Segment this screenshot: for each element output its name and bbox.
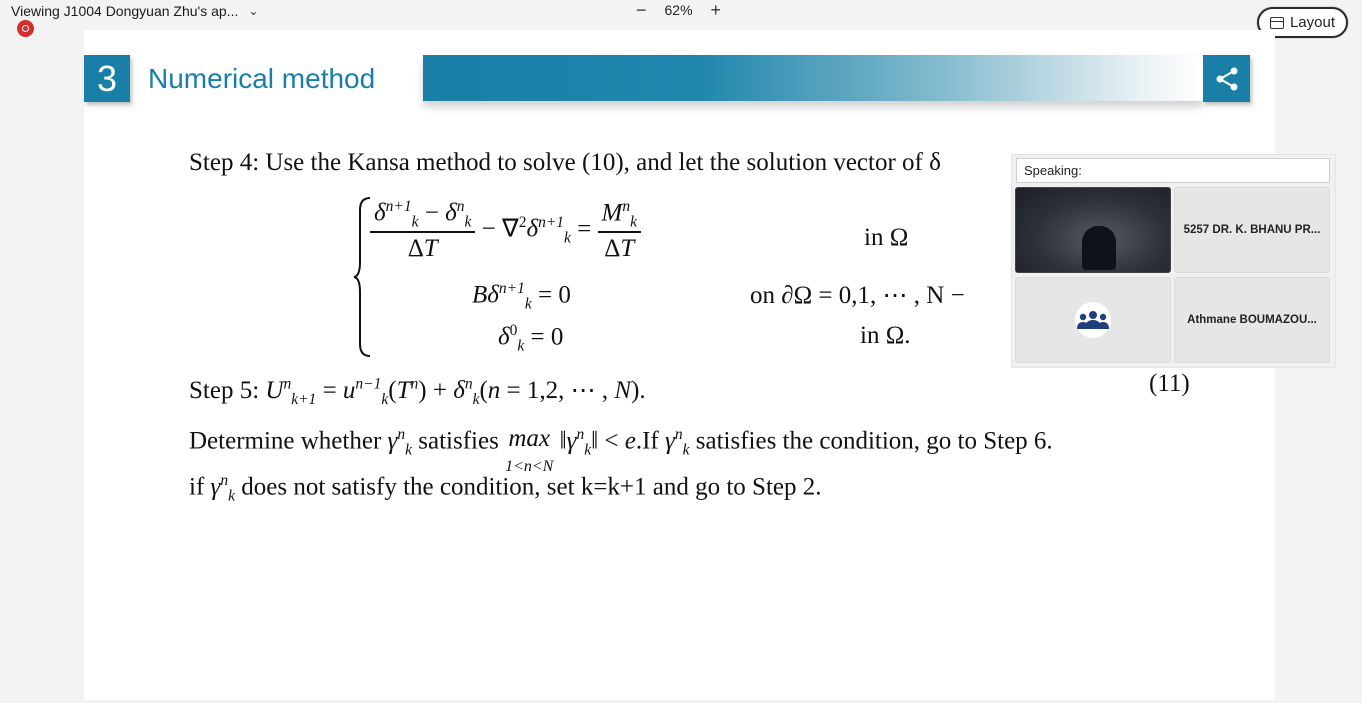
equation-row-2: $B\delta^{n+1}_k = 0$ bbox=[472, 280, 571, 313]
speaking-bar: Speaking: bbox=[1016, 158, 1330, 183]
equation-brace bbox=[352, 196, 372, 358]
step5-line: Step 5: $U^n_{k+1} = u^{n-1}_k(T^n) + \delta^n_k(n = 1,2$, ⋯ , N). bbox=[189, 375, 646, 408]
condition-boundary: on ∂Ω = 0,1, ⋯ , N − bbox=[750, 282, 965, 309]
condition-in-omega: in Ω bbox=[864, 224, 909, 251]
zoom-level: 62% bbox=[664, 2, 693, 18]
participant-name: Athmane BOUMAZOU... bbox=[1187, 314, 1317, 326]
if-text: .If bbox=[635, 427, 659, 455]
condition-text: satisfies the condition, go to Step 6. bbox=[695, 427, 1053, 455]
chevron-down-icon: ⌄ bbox=[248, 4, 259, 18]
video-panel bbox=[1011, 154, 1336, 368]
layout-label: Layout bbox=[1289, 14, 1336, 31]
equation-row-1: $\frac{\delta^{n+1}_k - \delta^n_k}{\Delta T}$ − $\nabla^2\delta^{n+1}_k$ = $\frac{M^n_k}{\Delta T}$ bbox=[370, 198, 641, 263]
layout-icon bbox=[1270, 17, 1284, 29]
equation-row-3: $\delta^0_k = 0$ bbox=[498, 322, 564, 355]
determine-text: Determine whether bbox=[189, 427, 382, 455]
step4-text: Step 4: Use the Kansa method to solve (10), and let the solution vector of δ bbox=[189, 149, 941, 176]
section-title: Numerical method bbox=[148, 63, 376, 94]
participant-video bbox=[1082, 226, 1116, 270]
zoom-out-button[interactable]: − bbox=[636, 0, 647, 20]
video-tile-self[interactable] bbox=[1015, 187, 1171, 273]
determine-line: Determine whether $\gamma^n_k$ satisfies max 1<n<N $‖\gamma^n_k‖ < e.If$ $\gamma^n_k$ satisfies the condition, go to Step 6. bbox=[189, 425, 1053, 475]
participant-tile-1[interactable] bbox=[1174, 187, 1330, 273]
if-line: if $\gamma^n_k$ does not satisfy the condition, set k=k+1 and go to Step 2. bbox=[189, 472, 822, 505]
viewer-toolbar bbox=[0, 0, 1362, 30]
share-icon bbox=[1203, 55, 1250, 102]
group-tile[interactable] bbox=[1015, 277, 1171, 363]
participant-tile-2[interactable] bbox=[1174, 277, 1330, 363]
recording-icon bbox=[17, 20, 34, 37]
step5-label: Step 5: bbox=[189, 377, 260, 404]
title-banner bbox=[423, 55, 1203, 101]
section-number: 3 bbox=[84, 55, 130, 102]
zoom-control bbox=[636, 0, 721, 20]
if-word: if bbox=[189, 473, 205, 501]
if-rest-text: does not satisfy the condition, set k=k+1 and go to Step 2. bbox=[241, 473, 822, 501]
participant-name: 5257 DR. K. BHANU PR... bbox=[1183, 224, 1321, 236]
satisfies-text: satisfies bbox=[418, 427, 499, 455]
viewing-label: Viewing J1004 Dongyuan Zhu's ap... bbox=[11, 3, 239, 19]
group-icon bbox=[1075, 302, 1111, 338]
zoom-in-button[interactable]: + bbox=[710, 0, 722, 20]
viewing-dropdown[interactable] bbox=[11, 3, 258, 19]
equation-number: (11) bbox=[1149, 370, 1190, 397]
condition-in-omega-dot: in Ω. bbox=[860, 322, 911, 349]
